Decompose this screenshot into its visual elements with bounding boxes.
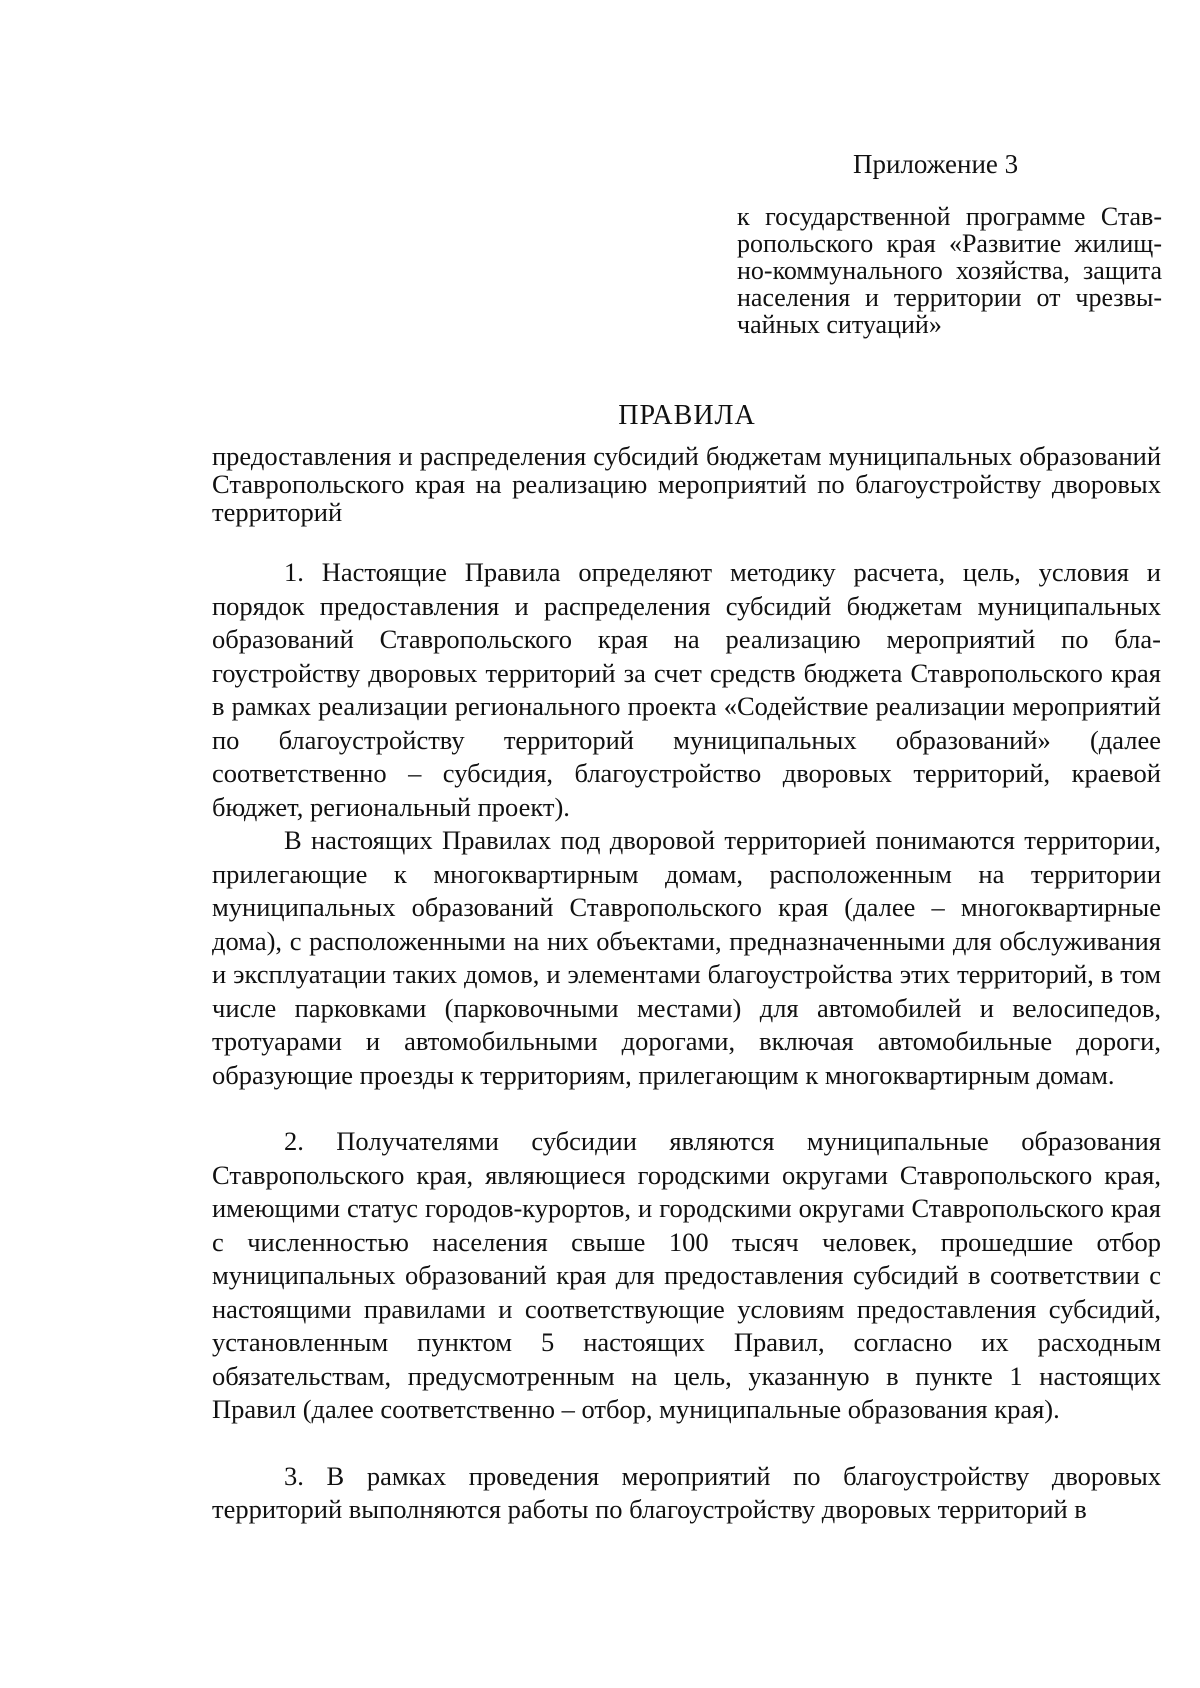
document-title: ПРАВИЛА <box>618 400 756 431</box>
paragraph-3: 3. В рамках проведения мероприятий по благоустройству дворовых территорий выполняются работы по благоустройству дворовых территорий в <box>212 1460 1161 1524</box>
paragraph-1-continued: В настоящих Правилах под дворовой территорией понимаются территории, прилегающие к многоквартирным домам, расположенным на территории муниципальных образований Ставропольского края (далее – многоквартирные дома), с расположенными на них объектами, предназначенными для обслуживания и эксплуатации таких домов, и элементами благоустройства этих территорий, в том числе парковками (парковочными местами) для автомобилей и велосипедов, тротуарами и автомобильными дорогами, включая автомобильные дороги, образующие проезды к территориям, прилегающим к многоквартирным домам. <box>212 825 1161 1090</box>
document-subtitle: предоставления и распределения субсидий бюджетам муниципальных образований Ставропольского края на реализацию мероприятий по благоустройству дворовых территорий <box>212 441 1161 527</box>
paragraph-1: 1. Настоящие Правила определяют методику расчета, цель, условия и порядок предоставления и распределения субсидий бюджетам муниципальных образований Ставропольского края на реализацию мероприятий по благоустройству дворовых территорий за счет средств бюджета Ставропольского края в рамках реализации регионального проекта «Содействие реализации мероприятий по благоустройству территорий муниципальных образований» (далее соответственно – субсидия, благоустройство дворовых территорий, краевой бюджет, региональный проект). <box>212 557 1161 822</box>
document-body <box>212 556 1161 1527</box>
paragraph-2: 2. Получателями субсидии являются муниципальные образования Ставропольского края, являющиеся городскими округами Ставропольского края, имеющими статус городов-курортов, и городскими округами Ставропольского края с численностью населения свыше 100 тысяч человек, прошедшие отбор муниципальных образований края для предоставления субсидий в соответствии с настоящими правилами и соответствующие условиям предоставления субсидий, установленным пунктом 5 настоящих Правил, согласно их расходным обязательствам, предусмотренным на цель, указанную в пункте 1 настоящих Правил (далее соответственно – отбор, муниципальные образования края). <box>212 1126 1161 1424</box>
appendix-reference: к государственной программе Ставропольского края «Развитие жилищно-коммунального хозяйства, защита населения и территории от чрезвычайных ситуаций» <box>737 202 1162 339</box>
appendix-title: Приложение 3 <box>853 149 1019 179</box>
